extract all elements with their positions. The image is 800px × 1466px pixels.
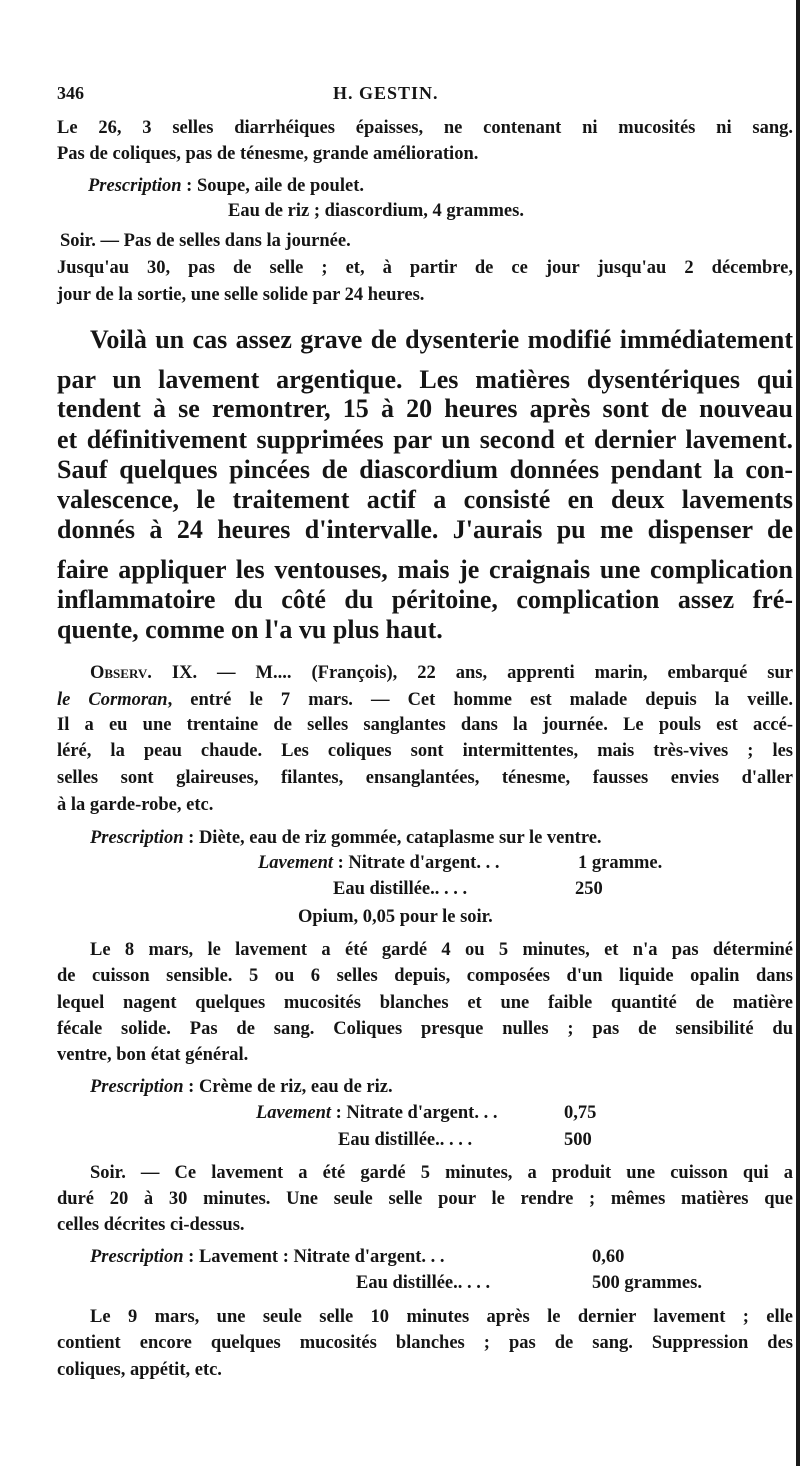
case-line-4: jour de la sortie, une selle solide par 24 heures. (57, 285, 425, 305)
distilled-water-dose: 250 (575, 879, 603, 899)
march8-line-1: Le 8 mars, le lavement a été gardé 4 ou 5 minutes, et n'a pas déterminé (90, 940, 793, 960)
observation-line-5: selles sont glaireuses, filantes, ensanglantées, ténesme, fausses envies d'aller (57, 768, 793, 788)
march8-prescription-2-dose: 0,60 (592, 1247, 625, 1267)
commentary-line-7: donnés à 24 heures d'intervalle. J'aurais pu me dispenser de (57, 515, 793, 544)
march9-line-1: Le 9 mars, une seule selle 10 minutes après le dernier lavement ; elle (90, 1307, 793, 1327)
march8-line-5: ventre, bon état général. (57, 1045, 249, 1065)
case-line-3: Jusqu'au 30, pas de selle ; et, à partir de ce jour jusqu'au 2 décembre, (57, 258, 793, 278)
prescription-1 (88, 177, 364, 196)
lavement-text: : Nitrate d'argent. . . (331, 1103, 498, 1123)
observation-line-6: à la garde-robe, etc. (57, 795, 214, 815)
running-title: H. GESTIN. (333, 83, 439, 103)
commentary-line-10: quente, comme on l'a vu plus haut. (57, 615, 443, 644)
march8-lavement-dose: 0,75 (564, 1103, 597, 1123)
march8-evening-1: Soir. — Ce lavement a été gardé 5 minutes, a produit une cuisson qui a (90, 1163, 793, 1183)
observation-prescription (90, 829, 602, 848)
case-line-1: Le 26, 3 selles diarrhéiques épaisses, ne contenant ni mucosités ni sang. (57, 118, 793, 138)
march8-prescription-2 (90, 1248, 445, 1267)
commentary-line-3: tendent à se remontrer, 15 à 20 heures après sont de nouveau (57, 394, 793, 423)
observation-heading (90, 664, 793, 683)
opium-line: Opium, 0,05 pour le soir. (298, 907, 493, 927)
prescription-label: Prescription (90, 1077, 184, 1097)
observation-line-2-text: , entré le 7 mars. — Cet homme est malade depuis la veille. (167, 690, 793, 710)
observation-label: Observ. IX. (90, 663, 198, 683)
march8-water: Eau distillée.. . . . (338, 1130, 473, 1150)
commentary-line-4: et définitivement supprimées par un second et dernier lavement. (57, 425, 793, 454)
commentary-line-5: Sauf quelques pincées de diascordium données pendant la con- (57, 455, 793, 484)
prescription-text: : Lavement : Nitrate d'argent. . . (183, 1247, 445, 1267)
page-edge-shadow (796, 0, 800, 1466)
case-line-2: Pas de coliques, pas de ténesme, grande amélioration. (57, 144, 479, 164)
march8-evening-2: duré 20 à 30 minutes. Une seule selle pour le rendre ; mêmes matières que (57, 1189, 793, 1209)
observation-line-2 (57, 691, 793, 710)
observation-intro: — M.... (François), 22 ans, apprenti marin, embarqué sur (197, 663, 793, 683)
commentary-line-2: par un lavement argentique. Les matières dysentériques qui (57, 365, 793, 394)
prescription-label: Prescription (88, 176, 182, 196)
march8-line-2: de cuisson sensible. 5 ou 6 selles depuis, composées d'un liquide opalin dans (57, 966, 793, 986)
commentary-line-1: Voilà un cas assez grave de dysenterie modifié immédiatement (90, 325, 793, 354)
march8-prescription (90, 1078, 393, 1097)
prescription-label: Prescription (90, 828, 184, 848)
commentary-line-9: inflammatoire du côté du péritoine, complication assez fré- (57, 585, 793, 614)
march9-line-3: coliques, appétit, etc. (57, 1360, 222, 1380)
march8-water-dose: 500 (564, 1130, 592, 1150)
march8-water-2: Eau distillée.. . . . (356, 1273, 491, 1293)
prescription-1-line-2: Eau de riz ; diascordium, 4 grammes. (228, 201, 524, 221)
march9-line-2: contient encore quelques mucosités blanches ; pas de sang. Suppression des (57, 1333, 793, 1353)
march8-lavement (256, 1104, 497, 1123)
commentary-line-8: faire appliquer les ventouses, mais je craignais une complication (57, 555, 793, 584)
prescription-label: Prescription (90, 1247, 184, 1267)
lavement-text: : Nitrate d'argent. . . (333, 853, 500, 873)
distilled-water: Eau distillée.. . . . (333, 879, 468, 899)
observation-line-3: Il a eu une trentaine de selles sanglantes dans la journée. Le pouls est accé- (57, 715, 793, 735)
observation-line-4: léré, la peau chaude. Les coliques sont intermittentes, mais très-vives ; les (57, 741, 793, 761)
prescription-text: : Crème de riz, eau de riz. (183, 1077, 393, 1097)
commentary-line-6: valescence, le traitement actif a consisté en deux lavements (57, 485, 793, 514)
lavement-label: Lavement (256, 1103, 332, 1123)
march8-water-2-dose: 500 grammes. (592, 1273, 702, 1293)
lavement-dose: 1 gramme. (578, 853, 663, 873)
prescription-text: : Soupe, aile de poulet. (181, 176, 364, 196)
evening-note: Soir. — Pas de selles dans la journée. (60, 231, 351, 251)
march8-line-4: fécale solide. Pas de sang. Coliques presque nulles ; pas de sensibilité du (57, 1019, 793, 1039)
march8-evening-3: celles décrites ci-dessus. (57, 1215, 245, 1235)
prescription-text: : Diète, eau de riz gommée, cataplasme sur le ventre. (183, 828, 602, 848)
lavement-label: Lavement (258, 853, 334, 873)
march8-line-3: lequel nagent quelques mucosités blanches et une faible quantité de matière (57, 993, 793, 1013)
observation-lavement (258, 854, 499, 873)
page-number: 346 (57, 83, 84, 103)
ship-name: le Cormoran (57, 690, 168, 710)
